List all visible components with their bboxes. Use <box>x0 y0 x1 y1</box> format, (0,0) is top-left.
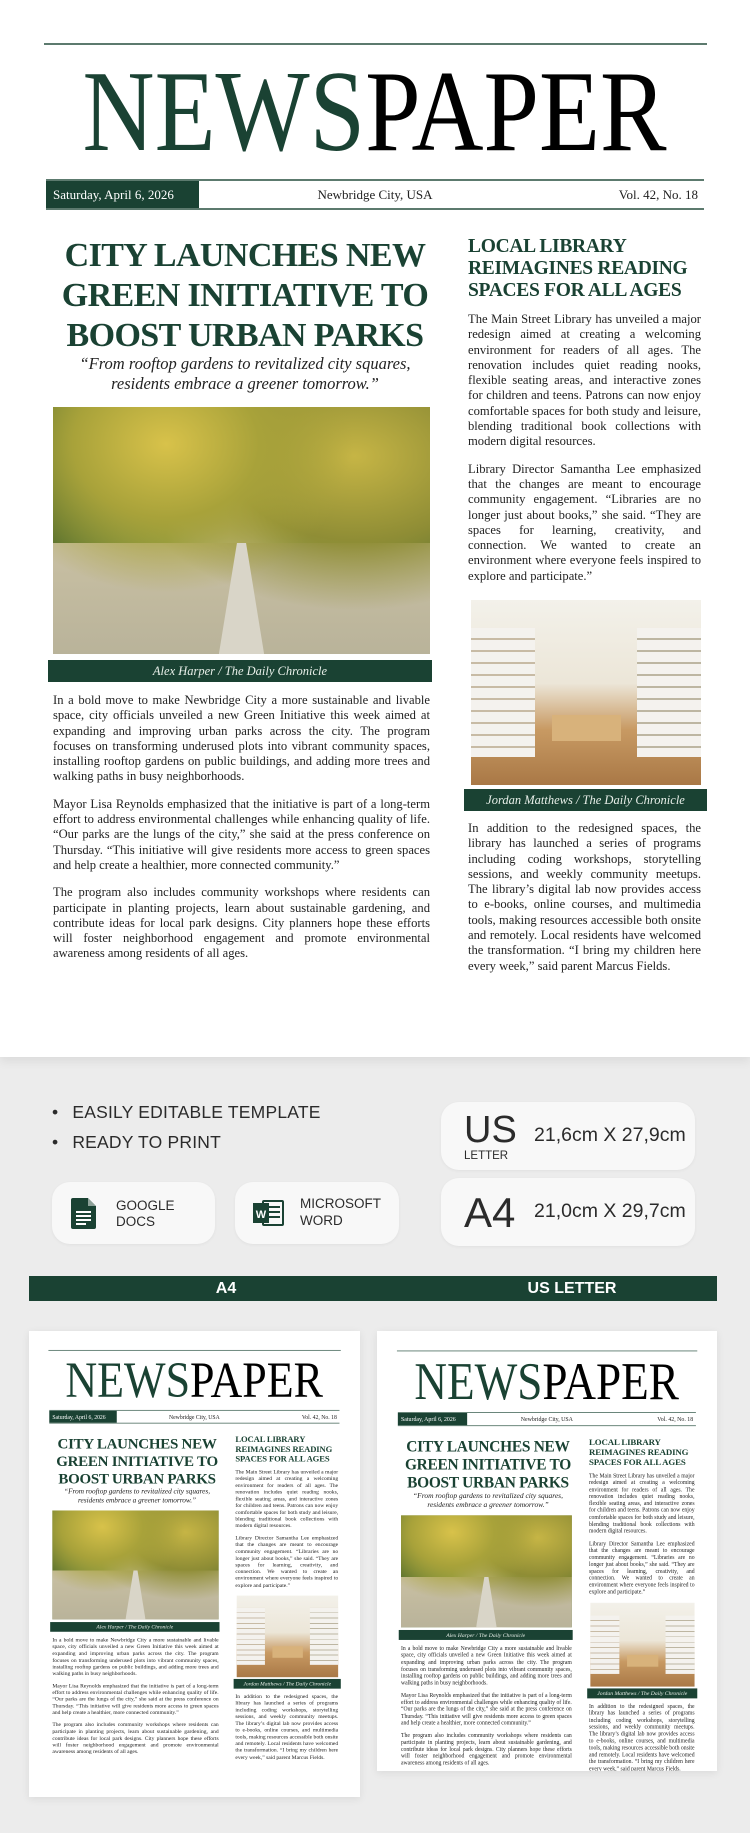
side-article-body <box>235 1469 338 1594</box>
main-subheadline: “From rooftop gardens to revitalized city squares, residents embrace a greener tomorrow.” <box>412 1491 563 1510</box>
paragraph: In a bold move to make Newbridge City a more sustainable and livable space, city officials unveiled a new Green Initiative this week aimed at expanding and improving urban parks across the city. The program focuses on transforming underused plots into vibrant community spaces, installing rooftop gardens on public buildings, and adding more trees and walking paths in busy neighborhoods. <box>401 1644 572 1686</box>
masthead-paper: PAPER <box>190 1352 324 1409</box>
word-line1: MICROSOFT <box>300 1196 381 1211</box>
newspaper-page-thumbnail <box>377 1331 717 1771</box>
city-label: Newbridge City, USA <box>317 187 433 202</box>
library-photo-caption: Jordan Matthews / The Daily Chronicle <box>464 789 707 811</box>
date-bar <box>398 1412 696 1426</box>
main-article-body <box>401 1645 572 1771</box>
city-label: Newbridge City, USA <box>168 1413 220 1421</box>
us-letter-size-card <box>441 1102 695 1170</box>
paragraph: The Main Street Library has unveiled a major redesign aimed at creating a welcoming environment for readers of all ages. The renovation includes quiet reading nooks, flexible seating areas, and interactive zones for children and teens. Patrons can now enjoy comfortable spaces for both study and leisure, blending traditional book collections with modern digital resources. <box>235 1468 339 1529</box>
paragraph: The program also includes community workshops where residents can participate in planting projects, learn about sustainable gardening, and contribute ideas for local park designs. City planners hope these efforts will foster neighborhood engagement and promote environmental awareness among residents of all ages. <box>52 1721 219 1755</box>
size-subname: LETTER <box>464 1150 509 1162</box>
volume-label: Vol. 42, No. 18 <box>618 187 698 202</box>
masthead-paper: PAPER <box>365 48 667 176</box>
library-photo <box>471 600 701 785</box>
park-photo <box>52 1510 218 1619</box>
main-headline: CITY LAUNCHES NEW GREEN INITIATIVE TO BOOST URBAN PARKS <box>56 1435 218 1488</box>
newspaper-page-thumbnail <box>29 1331 360 1797</box>
main-headline: CITY LAUNCHES NEW GREEN INITIATIVE TO BOOST URBAN PARKS <box>61 237 429 354</box>
library-photo <box>590 1603 694 1687</box>
paragraph: Mayor Lisa Reynolds emphasized that the initiative is part of a long-term effort to address environmental challenges while enhancing quality of life. “Our parks are the lungs of the city,” she said at the press conference on Thursday. “This initiative will give residents more access to green spaces and help create a healthier, more connected community.” <box>52 1682 219 1716</box>
main-article-body <box>52 1637 218 1761</box>
date-bar <box>49 1410 339 1424</box>
word-line2: WORD <box>300 1213 343 1228</box>
side-article-body-continued <box>468 821 701 986</box>
main-article-body <box>53 693 430 974</box>
side-headline: LOCAL LIBRARY REIMAGINES READING SPACES FOR ALL AGES <box>235 1435 333 1464</box>
paragraph: In addition to the redesigned spaces, the library has launched a series of programs including coding workshops, storytelling sessions, and weekly community meetups. The library’s digital lab now provides access to e-books, online courses, and multimedia tools, making resources accessible both onsite and remotely. Local residents have welcomed the transformation. “I bring my children here every week,” said parent Marcus Fields. <box>589 1702 695 1771</box>
top-rule <box>44 43 707 45</box>
city-label: Newbridge City, USA <box>520 1415 573 1423</box>
google-docs-card <box>52 1182 215 1244</box>
format-label-a4: A4 <box>215 1280 237 1297</box>
masthead <box>29 1354 360 1407</box>
main-subheadline: “From rooftop gardens to revitalized city squares, residents embrace a greener tomorrow.” <box>79 354 411 393</box>
park-photo <box>401 1515 572 1627</box>
format-label-us-letter: US LETTER <box>527 1280 617 1297</box>
paragraph: The program also includes community workshops where residents can participate in planting projects, learn about sustainable gardening, and contribute ideas for local park designs. City planners hope these efforts will foster neighborhood engagement and promote environmental awareness among residents of all ages. <box>401 1732 572 1767</box>
masthead-news: NEWS <box>65 1352 191 1409</box>
a4-size-card <box>441 1178 695 1246</box>
date-bar <box>46 179 704 210</box>
side-article-body <box>468 312 701 596</box>
size-dimensions: 21,0cm X 29,7cm <box>534 1200 686 1222</box>
park-photo-caption: Alex Harper / The Daily Chronicle <box>48 660 432 682</box>
us-letter-preview <box>377 1331 717 1771</box>
date-label: Saturday, April 6, 2026 <box>49 1411 116 1423</box>
feature-bullet: • READY TO PRINT <box>52 1132 221 1153</box>
paragraph: Library Director Samantha Lee emphasized that the changes are meant to encourage community engagement. “Libraries are no longer just about books,” she said. “They are spaces for learning, creativity, and connection. We wanted to create an environment where everyone feels inspired to explore and participate.” <box>468 461 701 583</box>
library-photo-caption: Jordan Matthews / The Daily Chronicle <box>234 1679 341 1689</box>
google-docs-line1: GOOGLE <box>116 1198 175 1213</box>
library-photo-caption: Jordan Matthews / The Daily Chronicle <box>587 1688 697 1698</box>
masthead-paper: PAPER <box>542 1352 680 1411</box>
svg-text:W: W <box>255 1209 267 1221</box>
paragraph: In a bold move to make Newbridge City a more sustainable and livable space, city officials unveiled a new Green Initiative this week aimed at expanding and improving urban parks across the city. The program focuses on transforming underused plots into vibrant community spaces, installing rooftop gardens on public buildings, and adding more trees and walking paths in busy neighborhoods. <box>53 693 430 784</box>
paragraph: Library Director Samantha Lee emphasized that the changes are meant to encourage community engagement. “Libraries are no longer just about books,” she said. “They are spaces for learning, creativity, and connection. We wanted to create an environment where everyone feels inspired to explore and participate.” <box>589 1540 695 1595</box>
date-label: Saturday, April 6, 2026 <box>398 1413 467 1425</box>
size-name: US <box>464 1109 517 1151</box>
top-rule <box>48 1350 340 1351</box>
paragraph: In addition to the redesigned spaces, the library has launched a series of programs including coding workshops, storytelling sessions, and weekly community meetups. The library’s digital lab now provides access to e-books, online courses, and multimedia tools, making resources accessible both onsite and remotely. Local residents have welcomed the transformation. “I bring my children here every week,” said parent Marcus Fields. <box>235 1693 339 1760</box>
side-article-body-continued <box>235 1693 338 1766</box>
paragraph: The Main Street Library has unveiled a major redesign aimed at creating a welcoming environment for readers of all ages. The renovation includes quiet reading nooks, flexible seating areas, and interactive zones for children and teens. Patrons can now enjoy comfortable spaces for both study and leisure, blending traditional book collections with modern digital resources. <box>468 312 701 449</box>
park-photo <box>53 407 430 654</box>
park-photo-caption: Alex Harper / The Daily Chronicle <box>50 1622 219 1632</box>
microsoft-word-card <box>235 1182 399 1244</box>
park-photo-caption: Alex Harper / The Daily Chronicle <box>399 1630 573 1640</box>
side-headline: LOCAL LIBRARY REIMAGINES READING SPACES FOR ALL AGES <box>589 1437 689 1468</box>
paragraph: Mayor Lisa Reynolds emphasized that the initiative is part of a long-term effort to address environmental challenges while enhancing quality of life. “Our parks are the lungs of the city,” she said at the press conference on Thursday. “This initiative will give residents more access to green spaces and help create a healthier, more connected community.” <box>401 1691 572 1727</box>
main-subheadline: “From rooftop gardens to revitalized city squares, residents embrace a greener tomorrow.” <box>64 1487 211 1505</box>
paragraph: In a bold move to make Newbridge City a more sustainable and livable space, city officials unveiled a new Green Initiative this week aimed at expanding and improving urban parks across the city. The program focuses on transforming underused plots into vibrant community spaces, installing rooftop gardens on public buildings, and adding more trees and walking paths in busy neighborhoods. <box>52 1636 219 1677</box>
paragraph: Library Director Samantha Lee emphasized that the changes are meant to encourage community engagement. “Libraries are no longer just about books,” she said. “They are spaces for learning, creativity, and connection. We wanted to create an environment where everyone feels inspired to explore and participate.” <box>235 1534 339 1588</box>
top-rule <box>397 1350 697 1351</box>
paragraph: The Main Street Library has unveiled a major redesign aimed at creating a welcoming environment for readers of all ages. The renovation includes quiet reading nooks, flexible seating areas, and interactive zones for children and teens. Patrons can now enjoy comfortable spaces for both study and leisure, blending traditional book collections with modern digital resources. <box>589 1472 695 1535</box>
masthead <box>0 48 750 176</box>
masthead-news: NEWS <box>83 48 366 176</box>
feature-bullet: • EASILY EDITABLE TEMPLATE <box>52 1102 321 1123</box>
volume-label: Vol. 42, No. 18 <box>657 1415 694 1423</box>
paragraph: In addition to the redesigned spaces, the library has launched a series of programs including coding workshops, storytelling sessions, and weekly community meetups. The library’s digital lab now provides access to e-books, online courses, and multimedia tools, making resources accessible both onsite and remotely. Local residents have welcomed the transformation. “I bring my children here every week,” said parent Marcus Fields. <box>468 821 701 973</box>
side-article-body <box>589 1472 695 1601</box>
side-headline: LOCAL LIBRARY REIMAGINES READING SPACES FOR ALL AGES <box>468 236 688 301</box>
google-docs-line2: DOCS <box>116 1214 156 1229</box>
volume-label: Vol. 42, No. 18 <box>301 1413 337 1421</box>
google-docs-icon <box>71 1198 96 1229</box>
side-article-body-continued <box>589 1703 695 1771</box>
date-label: Saturday, April 6, 2026 <box>46 181 199 208</box>
main-headline: CITY LAUNCHES NEW GREEN INITIATIVE TO BOOST URBAN PARKS <box>404 1438 571 1492</box>
paragraph: The program also includes community workshops where residents can participate in planting projects, learn about sustainable gardening, and contribute ideas for local park designs. City planners hope these efforts will foster neighborhood engagement and promote environmental awareness among residents of all ages. <box>53 885 430 961</box>
a4-preview <box>29 1331 360 1797</box>
size-name: A4 <box>464 1189 516 1236</box>
word-icon <box>253 1199 284 1227</box>
size-dimensions: 21,6cm X 27,9cm <box>534 1124 686 1146</box>
paragraph: Mayor Lisa Reynolds emphasized that the initiative is part of a long-term effort to address environmental challenges while enhancing quality of life. “Our parks are the lungs of the city,” she said at the press conference on Thursday. “This initiative will give residents more access to green spaces and help create a healthier, more connected community.” <box>53 796 430 872</box>
library-photo <box>237 1596 338 1678</box>
format-bar <box>29 1276 717 1301</box>
masthead-news: NEWS <box>414 1352 543 1411</box>
masthead <box>377 1352 717 1411</box>
